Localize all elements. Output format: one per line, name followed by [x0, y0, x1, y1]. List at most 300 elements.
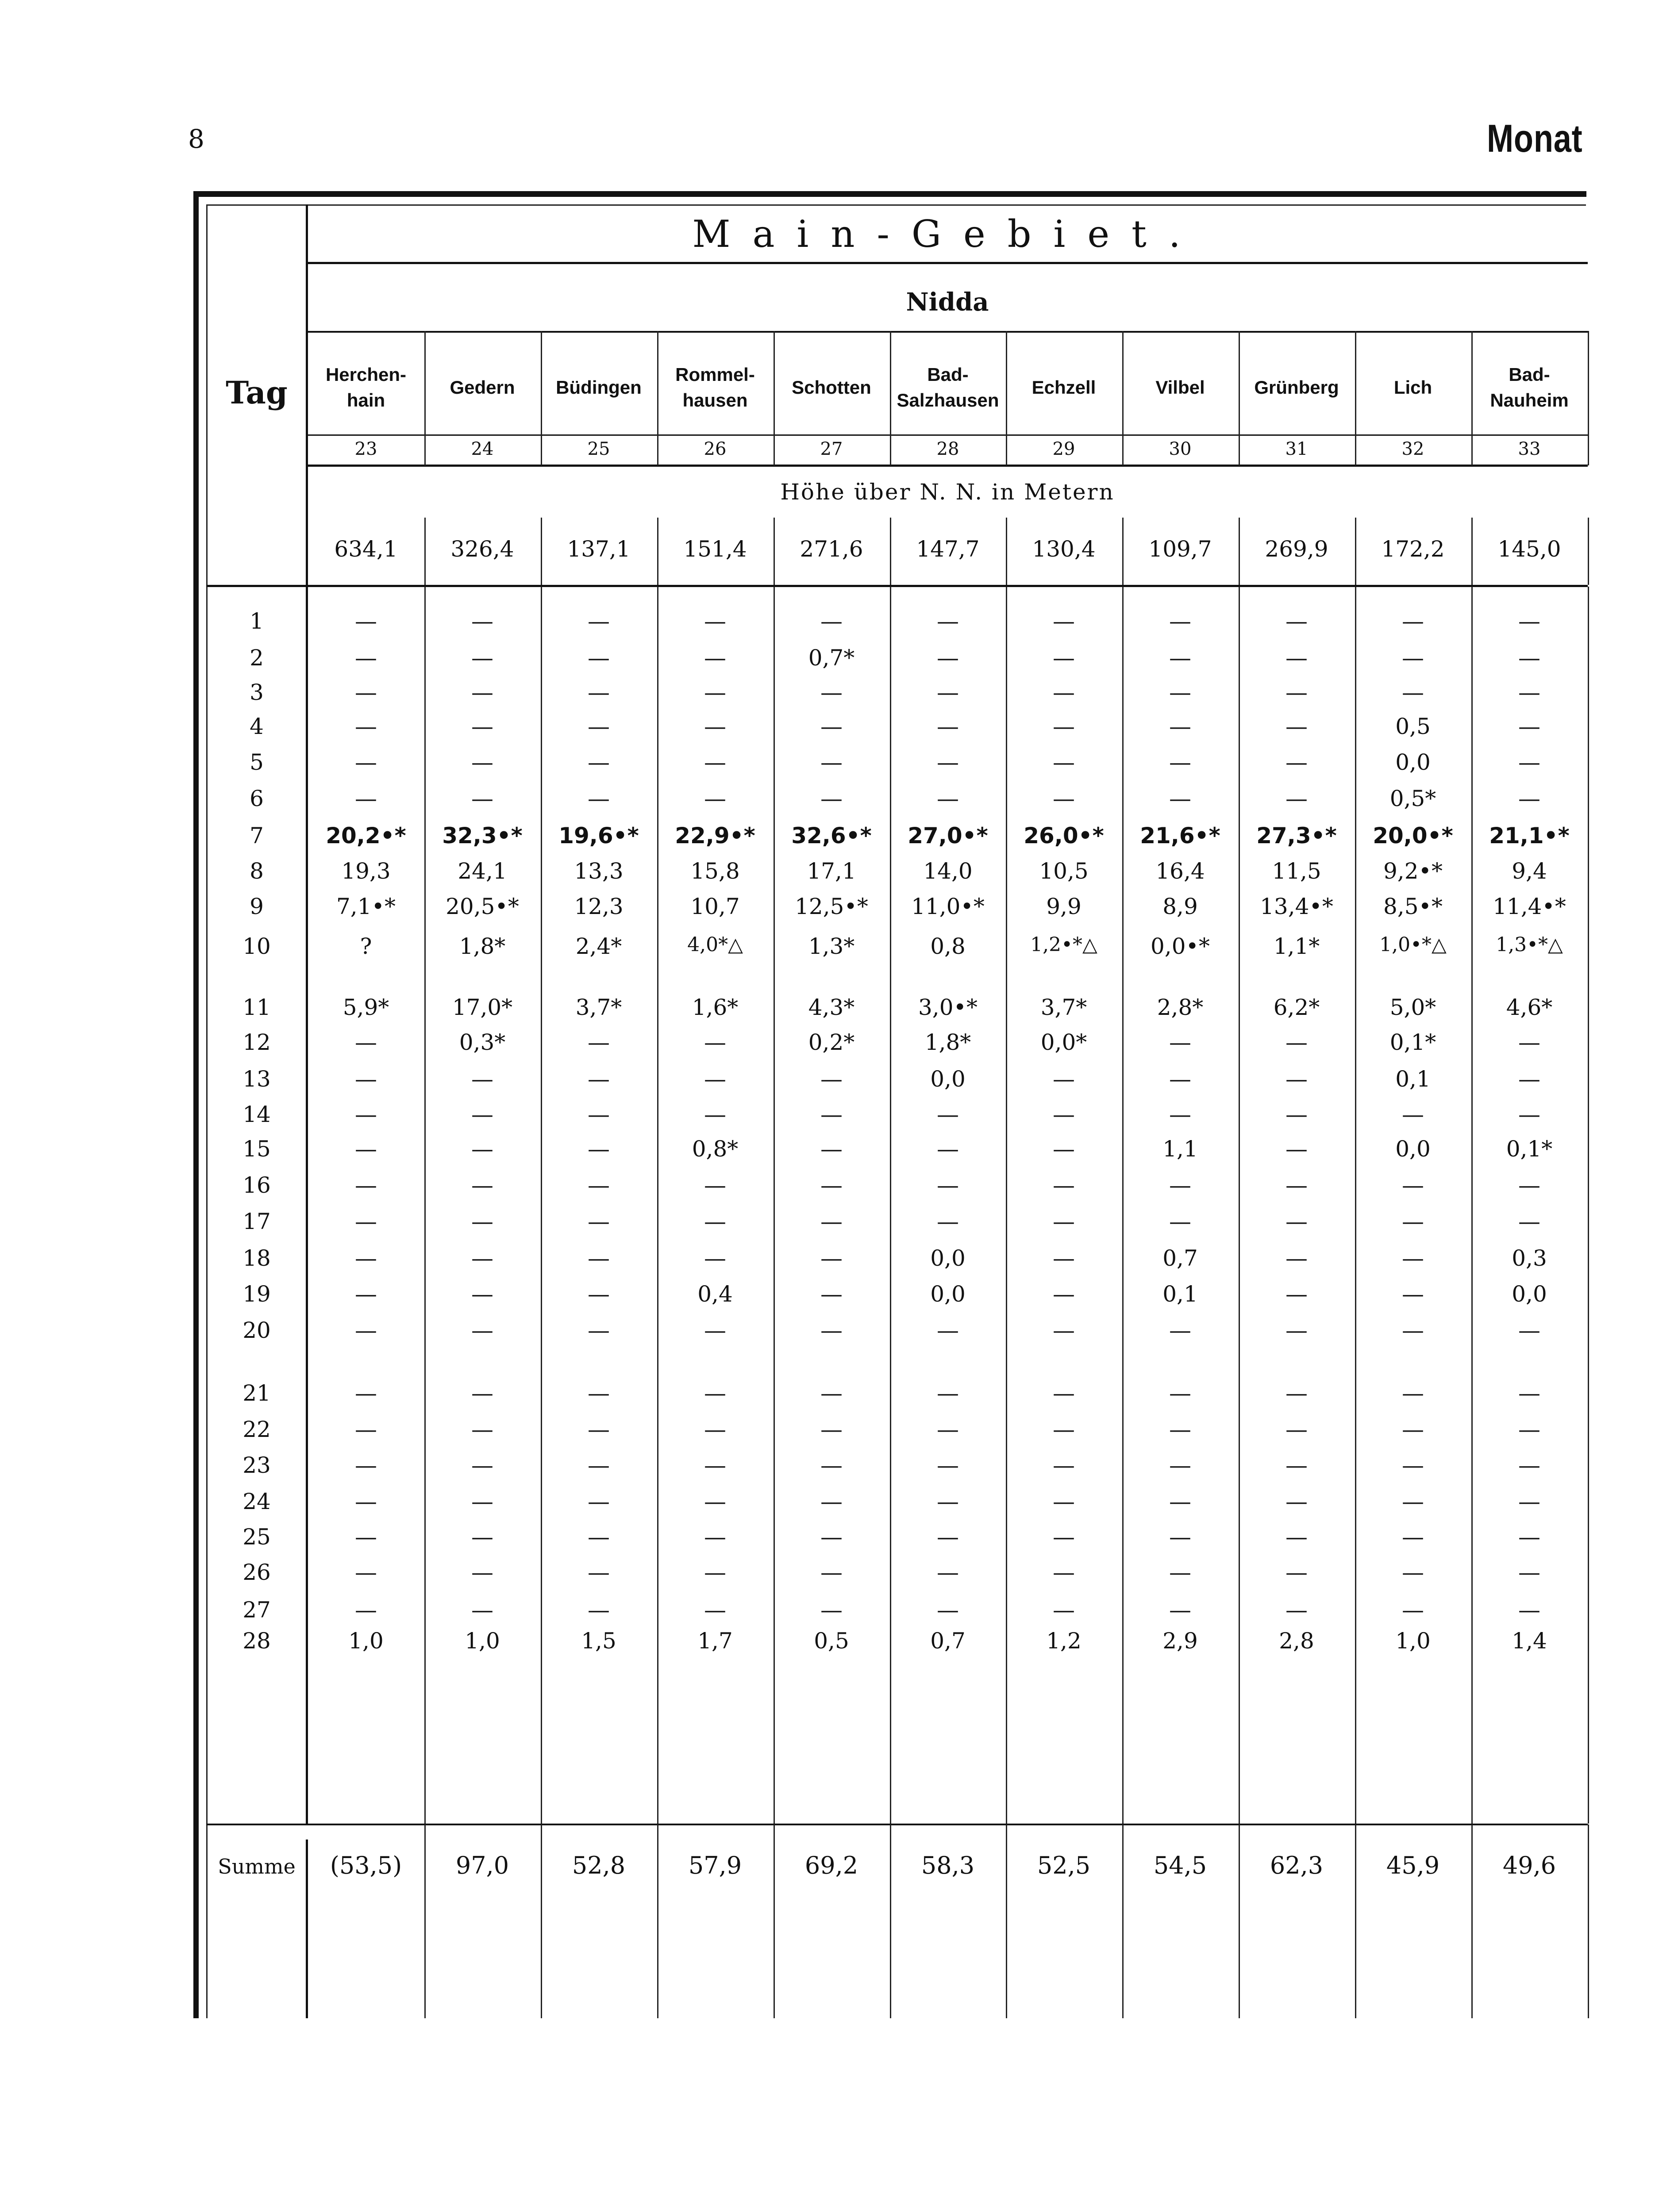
- table-cell: —: [1518, 608, 1540, 634]
- table-cell: —: [820, 1317, 843, 1343]
- table-cell: —: [588, 1172, 610, 1198]
- table-cell: —: [471, 714, 493, 739]
- table-cell: —: [355, 1066, 377, 1092]
- day-number: 11: [242, 995, 271, 1020]
- table-cell: 1,0•*△: [1379, 933, 1447, 956]
- table-cell: —: [1286, 1066, 1308, 1092]
- table-cell: —: [1402, 1452, 1424, 1478]
- table-cell: —: [471, 1281, 493, 1307]
- rule-below-station-numbers: [308, 465, 1588, 467]
- station-name: Rommel- hausen: [675, 364, 755, 411]
- table-cell: —: [1053, 1136, 1075, 1162]
- table-cell: —: [471, 1245, 493, 1271]
- river-title: Nidda: [906, 288, 989, 317]
- table-cell: —: [1286, 1559, 1308, 1585]
- table-cell: —: [1402, 608, 1424, 634]
- table-cell: —: [1518, 1597, 1540, 1623]
- table-cell: 32,6•*: [791, 823, 872, 849]
- table-cell: 1,2: [1046, 1628, 1082, 1654]
- table-cell: —: [588, 1317, 610, 1343]
- station-height: 634,1: [334, 536, 398, 562]
- table-cell: —: [1053, 608, 1075, 634]
- table-cell: —: [1053, 714, 1075, 739]
- table-cell: —: [588, 714, 610, 739]
- table-cell: —: [1518, 714, 1540, 739]
- column-rule: [1588, 434, 1589, 465]
- table-cell: 7,1•*: [336, 894, 396, 919]
- table-cell: —: [471, 1524, 493, 1550]
- region-title: Main-Gebiet.: [692, 212, 1203, 256]
- day-number: 2: [250, 645, 264, 671]
- table-cell: —: [704, 749, 726, 775]
- table-cell: —: [588, 1281, 610, 1307]
- day-number: 20: [242, 1317, 271, 1343]
- table-cell: —: [704, 1102, 726, 1127]
- day-number: 23: [242, 1452, 271, 1478]
- table-cell: —: [820, 1102, 843, 1127]
- table-cell: 27,0•*: [908, 823, 988, 849]
- table-cell: 6,2*: [1273, 995, 1320, 1020]
- table-cell: —: [355, 1029, 377, 1055]
- station-name: Grünberg: [1254, 377, 1339, 398]
- table-cell: —: [471, 608, 493, 634]
- table-cell: —: [937, 1380, 959, 1406]
- table-cell: 17,0*: [452, 995, 513, 1020]
- table-cell: —: [471, 1136, 493, 1162]
- table-cell: —: [937, 1102, 959, 1127]
- table-cell: 0,1: [1395, 1066, 1431, 1092]
- table-cell: 13,3: [574, 858, 624, 884]
- table-cell: 11,0•*: [911, 894, 985, 919]
- day-number: 15: [242, 1136, 271, 1162]
- table-cell: 1,2•*△: [1030, 933, 1097, 956]
- day-number: 1: [250, 608, 264, 634]
- station-sum: 69,2: [804, 1851, 858, 1879]
- day-number: 6: [250, 786, 264, 811]
- station-number: 29: [1052, 439, 1075, 459]
- station-height: 151,4: [683, 536, 747, 562]
- day-number: 7: [250, 823, 264, 849]
- table-cell: 12,5•*: [795, 894, 868, 919]
- table-cell: —: [355, 1452, 377, 1478]
- table-cell: —: [704, 1245, 726, 1271]
- station-name: Gedern: [450, 377, 515, 398]
- table-cell: —: [1286, 1524, 1308, 1550]
- table-cell: —: [1169, 714, 1191, 739]
- table-cell: —: [704, 786, 726, 811]
- table-cell: —: [1286, 1417, 1308, 1442]
- table-cell: —: [704, 1417, 726, 1442]
- table-cell: —: [820, 1066, 843, 1092]
- table-cell: —: [1402, 1524, 1424, 1550]
- table-cell: —: [1053, 1066, 1075, 1092]
- table-cell: 1,8*: [924, 1029, 971, 1055]
- table-cell: 3,0•*: [918, 995, 978, 1020]
- station-height: 147,7: [916, 536, 980, 562]
- table-cell: 14,0: [923, 858, 973, 884]
- table-cell: —: [355, 1245, 377, 1271]
- table-cell: 1,0: [348, 1628, 384, 1654]
- table-cell: —: [937, 714, 959, 739]
- station-height: 109,7: [1148, 536, 1212, 562]
- table-cell: 4,3*: [808, 995, 855, 1020]
- table-cell: 1,0: [465, 1628, 500, 1654]
- day-number: 12: [242, 1029, 271, 1055]
- table-cell: —: [820, 1172, 843, 1198]
- table-cell: —: [1286, 1245, 1308, 1271]
- table-cell: 32,3•*: [442, 823, 523, 849]
- day-number: 17: [242, 1209, 271, 1234]
- table-cell: —: [588, 786, 610, 811]
- table-cell: —: [1286, 1317, 1308, 1343]
- table-cell: —: [1169, 1102, 1191, 1127]
- table-cell: —: [1518, 749, 1540, 775]
- table-cell: 20,2•*: [326, 823, 406, 849]
- table-cell: —: [1518, 1417, 1540, 1442]
- table-cell: —: [471, 1102, 493, 1127]
- day-number: 24: [242, 1489, 271, 1514]
- table-cell: 19,3: [341, 858, 391, 884]
- table-cell: 4,6*: [1506, 995, 1553, 1020]
- table-cell: —: [1518, 1172, 1540, 1198]
- table-cell: —: [1169, 1489, 1191, 1514]
- frame-top-rule: [193, 191, 1586, 197]
- table-cell: —: [820, 1380, 843, 1406]
- table-cell: —: [937, 1452, 959, 1478]
- table-cell: —: [1286, 1281, 1308, 1307]
- table-cell: 0,1*: [1389, 1029, 1436, 1055]
- table-cell: —: [820, 1136, 843, 1162]
- table-cell: —: [704, 1559, 726, 1585]
- table-cell: 21,6•*: [1140, 823, 1220, 849]
- table-cell: —: [937, 1559, 959, 1585]
- station-name: Herchen- hain: [325, 364, 407, 411]
- table-cell: —: [1169, 1172, 1191, 1198]
- table-cell: 15,8: [690, 858, 740, 884]
- table-cell: 0,4: [697, 1281, 733, 1307]
- table-cell: —: [820, 786, 843, 811]
- table-cell: —: [820, 608, 843, 634]
- station-number: 25: [587, 439, 610, 459]
- height-caption: Höhe über N. N. in Metern: [780, 479, 1115, 505]
- station-height: 137,1: [567, 536, 631, 562]
- table-cell: —: [1169, 1597, 1191, 1623]
- table-cell: 1,8*: [459, 933, 506, 959]
- table-cell: 16,4: [1155, 858, 1205, 884]
- table-cell: —: [704, 1172, 726, 1198]
- station-number: 30: [1169, 439, 1192, 459]
- table-cell: —: [355, 749, 377, 775]
- table-cell: —: [1402, 680, 1424, 705]
- table-cell: —: [588, 1559, 610, 1585]
- table-cell: 0,8*: [692, 1136, 739, 1162]
- day-number: 28: [242, 1628, 271, 1654]
- table-cell: —: [820, 749, 843, 775]
- table-cell: —: [1169, 1380, 1191, 1406]
- table-cell: —: [1402, 1281, 1424, 1307]
- table-cell: —: [1053, 1172, 1075, 1198]
- table-cell: —: [355, 1489, 377, 1514]
- table-cell: —: [1286, 714, 1308, 739]
- day-number: 19: [242, 1281, 271, 1307]
- table-cell: 9,9: [1046, 894, 1082, 919]
- station-sum: 97,0: [455, 1851, 509, 1879]
- table-cell: —: [1518, 1452, 1540, 1478]
- table-cell: —: [1286, 1172, 1308, 1198]
- table-cell: —: [1402, 1380, 1424, 1406]
- table-cell: —: [937, 786, 959, 811]
- table-cell: 0,7: [930, 1628, 966, 1654]
- table-cell: —: [1286, 1452, 1308, 1478]
- frame-inner-left-rule: [206, 204, 208, 2018]
- table-cell: 20,0•*: [1373, 823, 1453, 849]
- table-cell: —: [1169, 1417, 1191, 1442]
- table-cell: —: [471, 1452, 493, 1478]
- table-cell: —: [588, 749, 610, 775]
- table-cell: 0,7*: [808, 645, 855, 671]
- table-cell: —: [1286, 680, 1308, 705]
- table-cell: —: [471, 1172, 493, 1198]
- table-cell: —: [471, 1209, 493, 1234]
- frame-inner-top-rule: [206, 204, 1586, 206]
- table-cell: —: [355, 1417, 377, 1442]
- station-name: Bad- Nauheim: [1490, 364, 1569, 411]
- table-cell: —: [820, 1489, 843, 1514]
- table-cell: —: [1518, 680, 1540, 705]
- station-number: 27: [820, 439, 843, 459]
- table-cell: —: [588, 680, 610, 705]
- table-cell: 5,9*: [343, 995, 389, 1020]
- station-sum: 54,5: [1153, 1851, 1207, 1879]
- table-cell: —: [1402, 1597, 1424, 1623]
- table-cell: —: [1402, 1102, 1424, 1127]
- table-cell: —: [937, 608, 959, 634]
- day-number: 21: [242, 1380, 271, 1406]
- table-cell: —: [937, 1524, 959, 1550]
- table-cell: 3,7*: [1040, 995, 1087, 1020]
- table-cell: —: [471, 786, 493, 811]
- table-cell: —: [471, 645, 493, 671]
- table-cell: —: [1402, 1245, 1424, 1271]
- table-cell: —: [355, 1524, 377, 1550]
- station-sum: 49,6: [1502, 1851, 1556, 1879]
- table-cell: —: [588, 1417, 610, 1442]
- table-cell: —: [1402, 1172, 1424, 1198]
- table-cell: 0,0•*: [1150, 933, 1210, 959]
- rule-below-heights: [206, 585, 1588, 587]
- table-cell: —: [1286, 786, 1308, 811]
- table-cell: —: [1286, 645, 1308, 671]
- table-cell: 13,4•*: [1260, 894, 1333, 919]
- column-rule: [1588, 331, 1589, 435]
- station-number: 32: [1401, 439, 1424, 459]
- table-cell: 10,5: [1039, 858, 1089, 884]
- table-cell: —: [1053, 1417, 1075, 1442]
- table-cell: —: [1053, 1559, 1075, 1585]
- table-cell: —: [471, 1380, 493, 1406]
- table-cell: 2,8: [1279, 1628, 1314, 1654]
- table-cell: —: [704, 680, 726, 705]
- table-cell: —: [704, 1029, 726, 1055]
- table-cell: 1,1*: [1273, 933, 1320, 959]
- table-cell: —: [1286, 1102, 1308, 1127]
- table-cell: —: [1402, 1317, 1424, 1343]
- table-cell: 22,9•*: [675, 823, 755, 849]
- table-cell: —: [1518, 1380, 1540, 1406]
- table-cell: —: [820, 1281, 843, 1307]
- table-cell: —: [1286, 749, 1308, 775]
- table-cell: 9,2•*: [1383, 858, 1443, 884]
- table-cell: 0,3: [1512, 1245, 1547, 1271]
- day-number: 8: [250, 858, 264, 884]
- table-cell: —: [1053, 786, 1075, 811]
- table-cell: 4,0*△: [687, 933, 743, 956]
- table-cell: —: [937, 680, 959, 705]
- table-cell: —: [820, 1245, 843, 1271]
- day-number: 9: [250, 894, 264, 919]
- table-cell: —: [588, 1597, 610, 1623]
- table-cell: —: [355, 1281, 377, 1307]
- table-cell: 2,8*: [1157, 995, 1204, 1020]
- table-cell: 11,5: [1272, 858, 1321, 884]
- table-cell: —: [1169, 749, 1191, 775]
- table-cell: —: [1518, 1066, 1540, 1092]
- table-cell: —: [1169, 1559, 1191, 1585]
- table-cell: 10,7: [690, 894, 740, 919]
- table-cell: —: [937, 1597, 959, 1623]
- table-cell: 1,7: [697, 1628, 733, 1654]
- table-cell: —: [704, 1597, 726, 1623]
- table-cell: —: [1518, 1102, 1540, 1127]
- running-header: Monat: [1487, 116, 1583, 160]
- table-cell: —: [704, 714, 726, 739]
- table-cell: —: [588, 1380, 610, 1406]
- day-number: 25: [242, 1524, 271, 1550]
- table-cell: —: [820, 1597, 843, 1623]
- table-cell: —: [937, 1172, 959, 1198]
- table-cell: 0,7: [1162, 1245, 1198, 1271]
- table-cell: —: [1053, 1524, 1075, 1550]
- station-sum: 58,3: [921, 1851, 975, 1879]
- table-cell: —: [937, 1417, 959, 1442]
- day-number: 4: [250, 714, 264, 739]
- table-cell: 0,0: [1512, 1281, 1547, 1307]
- table-cell: —: [588, 1029, 610, 1055]
- table-cell: —: [471, 680, 493, 705]
- table-cell: —: [588, 1136, 610, 1162]
- table-cell: 0,0*: [1040, 1029, 1087, 1055]
- station-name: Schotten: [792, 377, 871, 398]
- table-cell: —: [588, 1066, 610, 1092]
- table-cell: —: [1169, 645, 1191, 671]
- station-name: Vilbel: [1155, 377, 1205, 398]
- table-cell: 9,4: [1512, 858, 1547, 884]
- table-cell: —: [1286, 1597, 1308, 1623]
- table-cell: —: [1402, 645, 1424, 671]
- table-cell: —: [820, 1209, 843, 1234]
- table-cell: —: [1286, 1209, 1308, 1234]
- table-cell: —: [1518, 1317, 1540, 1343]
- table-cell: —: [471, 1066, 493, 1092]
- table-cell: 11,4•*: [1493, 894, 1566, 919]
- table-cell: 0,0: [1395, 1136, 1431, 1162]
- station-height: 326,4: [450, 536, 514, 562]
- table-cell: 0,1: [1162, 1281, 1198, 1307]
- table-cell: —: [1053, 749, 1075, 775]
- table-cell: —: [820, 1417, 843, 1442]
- table-cell: 0,5: [1395, 714, 1431, 739]
- table-cell: —: [1169, 1452, 1191, 1478]
- table-cell: —: [355, 645, 377, 671]
- table-cell: —: [471, 749, 493, 775]
- station-height: 172,2: [1381, 536, 1445, 562]
- table-cell: 27,3•*: [1256, 823, 1337, 849]
- day-number: 10: [242, 933, 271, 959]
- table-cell: —: [1169, 1066, 1191, 1092]
- table-cell: —: [937, 1317, 959, 1343]
- table-cell: 0,0: [1395, 749, 1431, 775]
- table-cell: —: [471, 1417, 493, 1442]
- station-number: 23: [354, 439, 377, 459]
- table-cell: 0,5*: [1389, 786, 1436, 811]
- table-cell: —: [1286, 608, 1308, 634]
- table-cell: —: [1518, 1489, 1540, 1514]
- table-cell: —: [820, 714, 843, 739]
- table-cell: 24,1: [458, 858, 507, 884]
- table-cell: —: [355, 1380, 377, 1406]
- table-cell: 8,5•*: [1383, 894, 1443, 919]
- table-cell: —: [355, 786, 377, 811]
- station-sum: 52,8: [572, 1851, 626, 1879]
- frame-left-rule: [193, 191, 199, 2018]
- table-cell: 2,9: [1162, 1628, 1198, 1654]
- table-cell: —: [1402, 1209, 1424, 1234]
- table-cell: 0,0: [930, 1281, 966, 1307]
- station-sum: 62,3: [1270, 1851, 1324, 1879]
- station-height: 271,6: [800, 536, 863, 562]
- table-cell: —: [1169, 1209, 1191, 1234]
- table-cell: —: [1053, 1209, 1075, 1234]
- table-cell: —: [1053, 645, 1075, 671]
- table-cell: 1,0: [1395, 1628, 1431, 1654]
- station-height: 130,4: [1032, 536, 1096, 562]
- table-cell: —: [355, 608, 377, 634]
- tag-column-header: Tag: [226, 374, 288, 411]
- station-height: 269,9: [1265, 536, 1328, 562]
- rule-below-station-names: [308, 434, 1588, 436]
- station-sum: 57,9: [688, 1851, 742, 1879]
- station-name: Büdingen: [556, 377, 642, 398]
- table-cell: 1,1: [1162, 1136, 1198, 1162]
- day-number: 18: [242, 1245, 271, 1271]
- table-cell: —: [1286, 1136, 1308, 1162]
- table-cell: —: [1518, 645, 1540, 671]
- table-cell: —: [1402, 1489, 1424, 1514]
- table-cell: —: [704, 1066, 726, 1092]
- table-cell: ?: [360, 933, 372, 959]
- table-cell: 0,0: [930, 1066, 966, 1092]
- table-cell: —: [1053, 1489, 1075, 1514]
- day-number: 22: [242, 1417, 271, 1442]
- table-cell: —: [471, 1559, 493, 1585]
- table-cell: —: [1053, 1281, 1075, 1307]
- table-cell: 0,0: [930, 1245, 966, 1271]
- table-cell: —: [820, 1524, 843, 1550]
- table-cell: —: [937, 1209, 959, 1234]
- column-rule: [1588, 518, 1589, 585]
- table-cell: 0,2*: [808, 1029, 855, 1055]
- table-cell: 0,1*: [1506, 1136, 1553, 1162]
